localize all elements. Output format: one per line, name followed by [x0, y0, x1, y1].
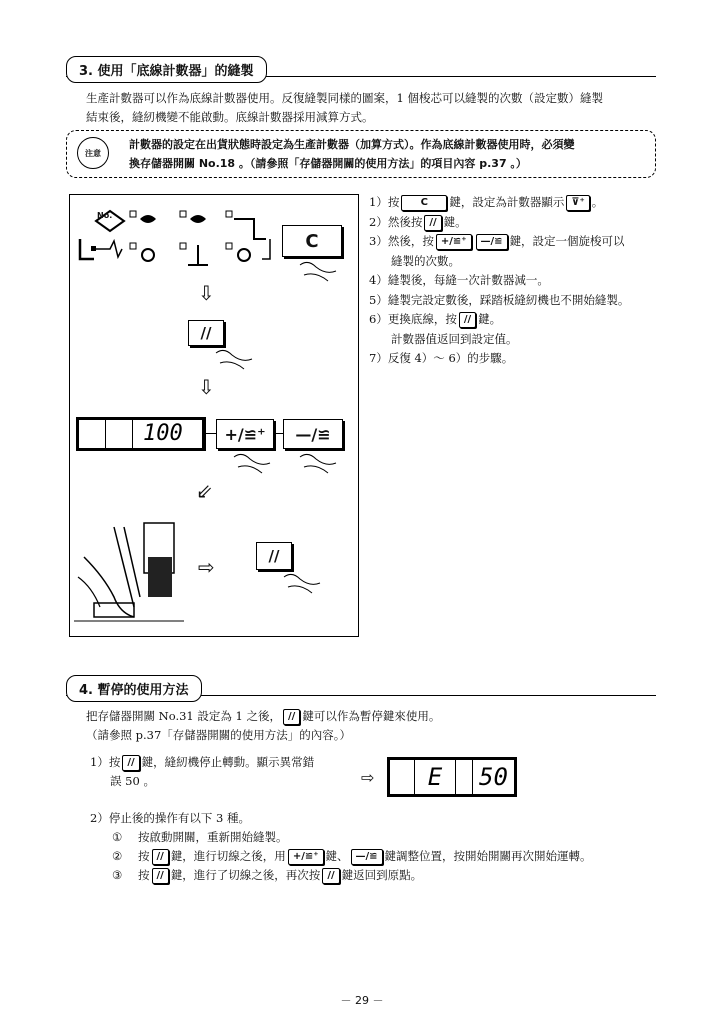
plus-key-inline[interactable]: +/≌⁺ — [436, 234, 472, 250]
section4-s1c: 誤 50 。 — [110, 774, 155, 788]
reset-key-inline[interactable]: // — [424, 215, 441, 231]
option-1-text: 按啟動開關，重新開始縫製。 — [138, 830, 288, 844]
section4-intro — [86, 707, 666, 745]
step-1-text-b: 鍵，設定為計數器顯示 — [449, 195, 565, 209]
option-3 — [90, 866, 690, 885]
section4-step-1-line — [90, 753, 370, 772]
procedure-diagram — [69, 194, 359, 637]
step-5: 5）縫製完設定數後，踩踏板縫紉機也不開始縫製。 — [369, 292, 630, 307]
step-1 — [369, 193, 669, 213]
option-3c: 鍵返回到原點。 — [341, 868, 423, 882]
finger-icons-3 — [230, 451, 350, 485]
step-7: 7）反復 4）～ 6）的步驟。 — [369, 351, 514, 365]
no-label: No. — [97, 211, 113, 220]
reset-key-inline-2[interactable]: // — [459, 312, 476, 328]
down-arrow-1: ⇩ — [198, 281, 215, 305]
reset-key-2[interactable]: // — [256, 542, 292, 570]
counter-key[interactable]: C — [282, 225, 342, 257]
option-2 — [90, 847, 690, 866]
option-1 — [90, 828, 690, 847]
diag-arrow: ⇙ — [196, 479, 213, 503]
step-2-text-b: 鍵。 — [443, 214, 467, 229]
page-number: － 29 － — [340, 994, 384, 1007]
option-3b: 鍵，進行了切線之後，再次按 — [170, 868, 321, 882]
error-lcd — [387, 757, 517, 797]
step-3-text-a: 3）然後，按 — [369, 234, 434, 248]
down-arrow-2: ⇩ — [198, 375, 215, 399]
step-6-cont: 計數器值返回到設定值。 — [391, 331, 518, 346]
option-2c: 鍵、 — [325, 849, 349, 863]
step-6-text-a: 6）更換底線，按 — [369, 312, 457, 326]
reset-key-inline-5[interactable]: // — [322, 868, 339, 884]
option-2-num: ② — [112, 849, 123, 863]
counter-display-icon: ⊽⁺ — [566, 195, 589, 211]
section4-line-1a: 把存儲器開關 No.31 設定為 1 之後， — [86, 709, 282, 723]
finger-icon — [298, 257, 338, 287]
right-arrow: ⇨ — [198, 555, 215, 579]
step-1-text-c: 。 — [591, 195, 604, 209]
finger-icon-2 — [214, 347, 254, 373]
reset-key[interactable]: // — [188, 320, 224, 346]
counter-key-inline[interactable]: C — [401, 195, 447, 211]
section4-step-2 — [90, 809, 690, 885]
option-3a: 按 — [138, 868, 150, 882]
step-1-text-a: 1）按 — [369, 195, 400, 209]
option-2a: 按 — [138, 849, 150, 863]
caution-line-1: 計數器的設定在出貨狀態時設定為生產計數器（加算方式）。作為底線計數器使用時，必須變 — [129, 138, 575, 151]
step-4: 4）縫製後，每縫一次計數器減一。 — [369, 273, 549, 287]
pause-key-inline-2[interactable]: // — [122, 755, 139, 771]
step-3-text-b: 鍵，設定一個旋梭可以 — [509, 234, 625, 248]
section3-intro — [86, 89, 666, 127]
step-2 — [369, 213, 669, 233]
error-lcd-cell-3 — [456, 760, 473, 794]
intro-line-2: 結束後，縫紉機變不能啟動。底線計數器採用減算方式。 — [86, 110, 374, 124]
pause-key-inline[interactable]: // — [283, 709, 300, 725]
minus-key-inline[interactable]: —/≌ — [476, 234, 508, 250]
key-connector — [273, 433, 283, 434]
step-6 — [369, 310, 669, 330]
step-3 — [369, 232, 669, 252]
plus-key-inline-2[interactable]: +/≌⁺ — [288, 849, 324, 865]
step-3-cont: 縫製的次數。 — [391, 253, 460, 268]
error-lcd-cell-1 — [390, 760, 415, 794]
section4-line-2: （請參照 p.37「存儲器開關的使用方法」的內容。） — [86, 728, 352, 742]
reset-key-inline-3[interactable]: // — [152, 849, 169, 865]
lcd-cell-empty-2 — [106, 420, 133, 448]
lcd-value: 100 — [133, 420, 203, 448]
caution-box — [66, 130, 656, 178]
counter-lcd — [76, 417, 206, 451]
caution-icon: 注意 — [77, 137, 109, 169]
option-2b: 鍵，進行切線之後，用 — [170, 849, 286, 863]
caution-line-2: 換存儲器開關 No.18 。（請參照「存儲器開關的使用方法」的項目內容 p.37 。） — [129, 157, 527, 170]
lcd-cell-empty-1 — [79, 420, 106, 448]
error-lcd-e: E — [415, 760, 456, 794]
section4-line-1b: 鍵可以作為暫停鍵來使用。 — [302, 709, 441, 723]
plus-key[interactable]: +/≌⁺ — [216, 419, 274, 449]
option-3-num: ③ — [112, 868, 123, 882]
section3-steps — [369, 193, 669, 369]
step-6-text-b: 鍵。 — [478, 312, 502, 326]
section4-s1a: 1）按 — [90, 755, 121, 769]
option-2d: 鍵調整位置，按開始開關再次開始運轉。 — [384, 849, 592, 863]
bobbin-change-illustration — [74, 517, 190, 625]
section4-step-1 — [90, 753, 370, 791]
section4-title: 4. 暫停的使用方法 — [66, 675, 202, 702]
step-2-text-a: 2）然後按 — [369, 214, 423, 229]
option-1-num: ① — [112, 830, 123, 844]
section3-title: 3. 使用「底線計數器」的縫製 — [66, 56, 267, 83]
section4-s2: 2）停止後的操作有以下 3 種。 — [90, 811, 250, 825]
reset-key-inline-4[interactable]: // — [152, 868, 169, 884]
section4-line-1 — [86, 707, 666, 726]
finger-icon-4 — [282, 571, 322, 597]
minus-key[interactable]: —/≌ — [283, 419, 343, 449]
minus-key-inline-2[interactable]: —/≌ — [351, 849, 383, 865]
error-lcd-num: 50 — [473, 760, 514, 794]
section4-s1b: 鍵，縫紉機停止轉動。顯示異常錯 — [141, 755, 315, 769]
caution-text — [129, 135, 575, 173]
lcd-connector — [206, 433, 216, 434]
error-arrow: ⇨ — [361, 768, 375, 787]
intro-line-1: 生產計數器可以作為底線計數器使用。反復縫製同樣的圖案，1 個梭芯可以縫製的次數（設定數）縫製 — [86, 91, 603, 105]
